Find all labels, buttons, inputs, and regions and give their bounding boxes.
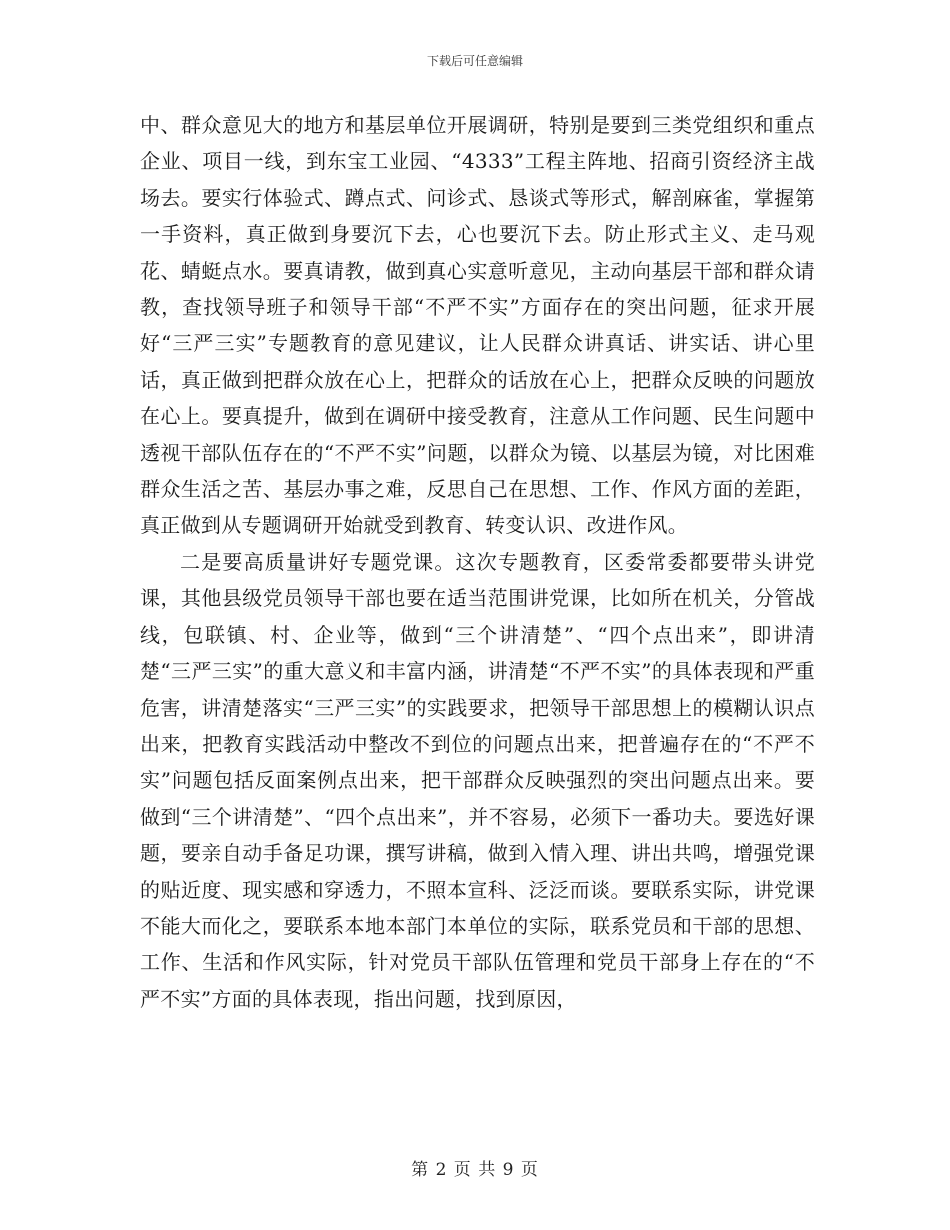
paragraph-1: 中、群众意见大的地方和基层单位开展调研，特别是要到三类党组织和重点企业、项目一线，到东宝工业园、“4333”工程主阵地、招商引资经济主战场去。要实行体验式、蹲点式、问诊式、恳谈式等形式，解剖麻雀，掌握第一手资料，真正做到身要沉下去，心也要沉下去。防止形式主义、走马观花、蜻蜓点水。要真请教，做到真心实意听意见，主动向基层干部和群众请教，查找领导班子和领导干部“不严不实”方面存在的突出问题，征求开展好“三严三实”专题教育的意见建议，让人民群众讲真话、讲实话、讲心里话，真正做到把群众放在心上，把群众的话放在心上，把群众反映的问题放在心上。要真提升，做到在调研中接受教育，注意从工作问题、民生问题中透视干部队伍存在的“不严不实”问题，以群众为镜、以基层为镜，对比困难群众生活之苦、基层办事之难，反思自己在思想、工作、作风方面的差距，真正做到从专题调研开始就受到教育、转变认识、改进作风。 (140, 113, 815, 538)
document-body (140, 107, 815, 1017)
page-number: 第 2 页 共 9 页 (411, 1160, 539, 1180)
page-header: 下载后可任意编辑 (426, 54, 523, 68)
paragraph-2: 二是要高质量讲好专题党课。这次专题教育，区委常委都要带头讲党课，其他县级党员领导干部也要在适当范围讲党课，比如所在机关，分管战线，包联镇、村、企业等，做到“三个讲清楚”、“四个点出来”，即讲清楚“三严三实”的重大意义和丰富内涵，讲清楚“不严不实”的具体表现和严重危害，讲清楚落实“三严三实”的实践要求，把领导干部思想上的模糊认识点出来，把教育实践活动中整改不到位的问题点出来，把普遍存在的“不严不实”问题包括反面案例点出来，把干部群众反映强烈的突出问题点出来。要做到“三个讲清楚”、“四个点出来”，并不容易，必须下一番功夫。要选好课题，要亲自动手备足功课，撰写讲稿，做到入情入理、讲出共鸣，增强党课的贴近度、现实感和穿透力，不照本宣科、泛泛而谈。要联系实际，讲党课不能大而化之，要联系本地本部门本单位的实际，联系党员和干部的思想、工作、生活和作风实际，针对党员干部队伍管理和党员干部身上存在的“不严不实”方面的具体表现，指出问题，找到原因， (140, 549, 815, 1011)
